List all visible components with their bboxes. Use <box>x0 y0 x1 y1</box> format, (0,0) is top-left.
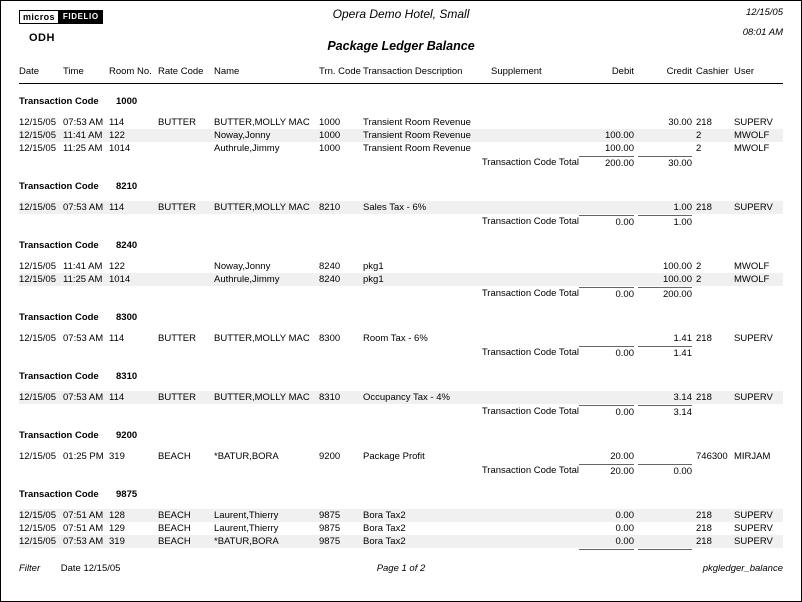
cell-supplement <box>491 535 579 548</box>
group-header <box>19 370 783 383</box>
group-code: 8300 <box>116 312 138 323</box>
cell-name: Laurent,Thierry <box>214 510 279 521</box>
cell-debit <box>579 391 634 404</box>
cell-trn-code: 1000 <box>319 130 341 141</box>
cell-cashier: 218 <box>696 510 712 521</box>
hotel-name: Opera Demo Hotel, Small <box>332 7 470 21</box>
ledger-row <box>19 391 783 404</box>
cell-trn-code: 9875 <box>319 536 341 547</box>
total-debit <box>579 549 634 562</box>
cell-credit: 1.41 <box>673 333 692 344</box>
cell-time: 07:51 AM <box>63 510 104 521</box>
cell-rate-code <box>158 273 214 286</box>
col-header-credit: Credit <box>666 66 692 77</box>
cell-room-no: 114 <box>109 117 125 128</box>
cell-rate-code <box>158 260 214 273</box>
header-right <box>743 7 783 38</box>
transaction-group <box>19 311 783 359</box>
cell-debit: 20.00 <box>610 451 634 462</box>
cell-rate-code <box>158 129 214 142</box>
cell-time: 11:41 AM <box>63 130 103 141</box>
cell-trn-code: 9875 <box>319 523 341 534</box>
col-header-trn-code: Trn. Code <box>319 66 361 77</box>
footer-filter-label: Filter <box>19 563 41 574</box>
col-header-name: Name <box>214 66 240 77</box>
cell-cashier: 218 <box>696 117 712 128</box>
cell-cashier: 218 <box>696 536 712 547</box>
cell-debit: 0.00 <box>615 523 634 534</box>
group-rows <box>19 260 783 286</box>
group-header <box>19 488 783 501</box>
cell-user: MWOLF <box>734 143 770 154</box>
cell-name: Laurent,Thierry <box>214 523 279 534</box>
total-label: Transaction Code Total <box>481 347 579 358</box>
cell-room-no: 114 <box>109 202 125 213</box>
ledger-row <box>19 509 783 522</box>
group-rows <box>19 201 783 214</box>
total-debit: 0.00 <box>579 405 634 418</box>
cell-trn-code: 8310 <box>319 392 341 403</box>
cell-rate-code: BUTTER <box>158 117 196 128</box>
cell-room-no: 129 <box>109 523 125 534</box>
cell-description: Bora Tax2 <box>363 523 406 534</box>
cell-trn-code: 1000 <box>319 117 341 128</box>
ledger-row <box>19 116 783 129</box>
cell-rate-code: BEACH <box>158 451 191 462</box>
group-header <box>19 429 783 442</box>
fidelio-logo-text: FIDELIO <box>59 10 103 24</box>
cell-supplement <box>491 129 579 142</box>
cell-cashier: 2 <box>696 261 702 272</box>
cell-description: Occupancy Tax - 4% <box>363 392 450 403</box>
group-total-row <box>19 287 783 300</box>
cell-name: BUTTER,MOLLY MAC <box>214 202 310 213</box>
group-label: Transaction Code <box>19 96 99 107</box>
cell-user: SUPERV <box>734 392 773 403</box>
transaction-group <box>19 370 783 418</box>
cell-trn-code: 1000 <box>319 143 341 154</box>
total-credit: 30.00 <box>638 156 692 169</box>
cell-credit <box>638 535 692 548</box>
cell-cashier: 2 <box>696 143 702 154</box>
cell-date: 12/15/05 <box>19 536 56 547</box>
ledger-row <box>19 201 783 214</box>
cell-name: *BATUR,BORA <box>214 451 279 462</box>
group-label: Transaction Code <box>19 181 99 192</box>
cell-debit <box>579 260 634 273</box>
cell-description: Package Profit <box>363 451 425 462</box>
transaction-group <box>19 239 783 300</box>
ledger-row <box>19 332 783 345</box>
cell-date: 12/15/05 <box>19 202 56 213</box>
cell-room-no: 319 <box>109 451 125 462</box>
ledger-row <box>19 535 783 548</box>
footer-date-label: Date 12/15/05 <box>60 563 121 574</box>
cell-time: 07:53 AM <box>63 536 104 547</box>
cell-room-no: 114 <box>109 333 125 344</box>
cell-date: 12/15/05 <box>19 117 56 128</box>
micros-logo-text: micros <box>19 10 59 24</box>
group-code: 8310 <box>116 371 138 382</box>
cell-user: SUPERV <box>734 510 773 521</box>
cell-time: 01:25 PM <box>63 451 104 462</box>
cell-time: 07:53 AM <box>63 117 104 128</box>
footer-page-number: Page 1 of 2 <box>376 563 426 574</box>
cell-date: 12/15/05 <box>19 510 56 521</box>
total-debit: 200.00 <box>579 156 634 169</box>
cell-rate-code: BUTTER <box>158 333 196 344</box>
group-header <box>19 239 783 252</box>
group-code: 9875 <box>116 489 138 500</box>
col-header-time: Time <box>63 66 84 77</box>
report-date: 12/15/05 <box>746 7 783 18</box>
cell-room-no: 319 <box>109 536 125 547</box>
total-label: Transaction Code Total <box>481 406 579 417</box>
cell-debit: 0.00 <box>615 510 634 521</box>
cell-description: pkg1 <box>363 274 384 285</box>
total-label: Transaction Code Total <box>481 157 579 168</box>
cell-debit <box>579 201 634 214</box>
cell-cashier: 746300 <box>696 451 728 462</box>
group-code: 8240 <box>116 240 138 251</box>
group-label: Transaction Code <box>19 489 99 500</box>
cell-date: 12/15/05 <box>19 143 56 154</box>
cell-name: Noway,Jonny <box>214 130 271 141</box>
group-header <box>19 311 783 324</box>
cell-description: Transient Room Revenue <box>363 130 471 141</box>
cell-credit <box>638 142 692 155</box>
cell-time: 07:53 AM <box>63 202 104 213</box>
cell-description: Room Tax - 6% <box>363 333 428 344</box>
group-rows <box>19 391 783 404</box>
cell-name: BUTTER,MOLLY MAC <box>214 333 310 344</box>
cell-trn-code: 8240 <box>319 274 341 285</box>
cell-room-no: 122 <box>109 130 125 141</box>
total-label: Transaction Code Total <box>481 465 579 476</box>
cell-supplement <box>491 509 579 522</box>
cell-rate-code: BUTTER <box>158 202 196 213</box>
report-time: 08:01 AM <box>742 27 783 38</box>
cell-rate-code: BEACH <box>158 510 191 521</box>
cell-user: SUPERV <box>734 523 773 534</box>
group-total-row <box>19 215 783 228</box>
col-header-debit: Debit <box>611 66 634 77</box>
total-label: Transaction Code Total <box>481 216 579 227</box>
report-header <box>19 7 783 59</box>
col-header-rate-code: Rate Code <box>158 66 204 77</box>
cell-date: 12/15/05 <box>19 523 56 534</box>
cell-name: BUTTER,MOLLY MAC <box>214 117 310 128</box>
cell-description: Bora Tax2 <box>363 510 406 521</box>
cell-user: SUPERV <box>734 333 773 344</box>
group-total-row <box>19 346 783 359</box>
group-total-row <box>19 405 783 418</box>
group-label: Transaction Code <box>19 312 99 323</box>
cell-debit <box>579 332 634 345</box>
cell-debit: 0.00 <box>615 536 634 547</box>
group-code: 9200 <box>116 430 138 441</box>
group-label: Transaction Code <box>19 430 99 441</box>
cell-user: MIRJAM <box>734 451 771 462</box>
cell-name: Authrule,Jimmy <box>214 274 280 285</box>
cell-supplement <box>491 260 579 273</box>
transaction-group <box>19 95 783 169</box>
transaction-group <box>19 488 783 562</box>
cell-supplement <box>491 332 579 345</box>
cell-rate-code <box>158 142 214 155</box>
cell-supplement <box>491 201 579 214</box>
cell-supplement <box>491 450 579 463</box>
cell-room-no: 122 <box>109 261 125 272</box>
cell-rate-code: BUTTER <box>158 392 196 403</box>
transaction-groups <box>19 95 783 562</box>
cell-debit <box>579 273 634 286</box>
cell-time: 07:53 AM <box>63 333 104 344</box>
cell-time: 11:25 AM <box>63 143 103 154</box>
cell-credit <box>638 129 692 142</box>
ledger-row <box>19 260 783 273</box>
report-footer <box>19 563 783 577</box>
cell-trn-code: 8300 <box>319 333 341 344</box>
total-debit: 0.00 <box>579 346 634 359</box>
cell-rate-code: BEACH <box>158 536 191 547</box>
cell-name: Authrule,Jimmy <box>214 143 280 154</box>
cell-trn-code: 8210 <box>319 202 341 213</box>
cell-date: 12/15/05 <box>19 261 56 272</box>
total-debit: 20.00 <box>579 464 634 477</box>
footer-report-file: pkgledger_balance <box>702 563 783 574</box>
cell-credit: 1.00 <box>673 202 692 213</box>
cell-cashier: 218 <box>696 202 712 213</box>
group-code: 8210 <box>116 181 138 192</box>
column-header-row <box>19 65 783 84</box>
cell-cashier: 218 <box>696 392 712 403</box>
group-rows <box>19 332 783 345</box>
cell-credit <box>638 450 692 463</box>
total-debit: 0.00 <box>579 215 634 228</box>
cell-description: Sales Tax - 6% <box>363 202 427 213</box>
cell-cashier: 218 <box>696 523 712 534</box>
transaction-group <box>19 429 783 477</box>
total-label <box>19 549 579 562</box>
cell-supplement <box>491 273 579 286</box>
group-code: 1000 <box>116 96 138 107</box>
total-credit: 3.14 <box>638 405 692 418</box>
cell-time: 07:51 AM <box>63 523 104 534</box>
footer-left <box>19 563 120 574</box>
cell-user: SUPERV <box>734 117 773 128</box>
ledger-row <box>19 142 783 155</box>
cell-date: 12/15/05 <box>19 451 56 462</box>
cell-rate-code: BEACH <box>158 523 191 534</box>
cell-time: 07:53 AM <box>63 392 104 403</box>
cell-description: Transient Room Revenue <box>363 143 471 154</box>
cell-user: MWOLF <box>734 130 770 141</box>
cell-room-no: 128 <box>109 510 125 521</box>
total-credit <box>638 549 692 562</box>
total-credit: 1.00 <box>638 215 692 228</box>
col-header-description: Transaction Description <box>363 66 463 77</box>
group-header <box>19 95 783 108</box>
cell-supplement <box>491 522 579 535</box>
cell-description: pkg1 <box>363 261 384 272</box>
total-credit: 0.00 <box>638 464 692 477</box>
group-rows <box>19 450 783 463</box>
cell-date: 12/15/05 <box>19 392 56 403</box>
ledger-row <box>19 522 783 535</box>
group-total-row <box>19 464 783 477</box>
cell-supplement <box>491 142 579 155</box>
group-header <box>19 180 783 193</box>
cell-cashier: 218 <box>696 333 712 344</box>
cell-cashier: 2 <box>696 130 702 141</box>
cell-description: Bora Tax2 <box>363 536 406 547</box>
group-total-row <box>19 156 783 169</box>
group-label: Transaction Code <box>19 371 99 382</box>
cell-room-no: 1014 <box>109 274 131 285</box>
cell-debit: 100.00 <box>604 130 634 141</box>
ledger-row <box>19 273 783 286</box>
cell-date: 12/15/05 <box>19 274 56 285</box>
total-debit: 0.00 <box>579 287 634 300</box>
cell-credit <box>638 522 692 535</box>
cell-date: 12/15/05 <box>19 333 56 344</box>
cell-supplement <box>491 116 579 129</box>
cell-name: Noway,Jonny <box>214 261 271 272</box>
group-label: Transaction Code <box>19 240 99 251</box>
property-code: ODH <box>29 32 55 44</box>
ledger-row <box>19 450 783 463</box>
cell-name: BUTTER,MOLLY MAC <box>214 392 310 403</box>
cell-debit <box>579 116 634 129</box>
cell-time: 11:41 AM <box>63 261 103 272</box>
cell-user: SUPERV <box>734 202 773 213</box>
col-header-cashier: Cashier <box>696 66 729 77</box>
cell-trn-code: 8240 <box>319 261 341 272</box>
group-total-row <box>19 549 783 562</box>
cell-debit: 100.00 <box>604 143 634 154</box>
cell-name: *BATUR,BORA <box>214 536 279 547</box>
cell-credit: 30.00 <box>668 117 692 128</box>
group-rows <box>19 509 783 548</box>
page-title: Package Ledger Balance <box>327 39 475 53</box>
group-rows <box>19 116 783 155</box>
cell-room-no: 1014 <box>109 143 131 154</box>
col-header-supplement: Supplement <box>491 66 542 77</box>
total-credit: 1.41 <box>638 346 692 359</box>
cell-user: SUPERV <box>734 536 773 547</box>
header-center <box>19 7 783 53</box>
cell-user: MWOLF <box>734 261 770 272</box>
cell-supplement <box>491 391 579 404</box>
cell-credit <box>638 509 692 522</box>
cell-time: 11:25 AM <box>63 274 103 285</box>
cell-room-no: 114 <box>109 392 125 403</box>
total-credit: 200.00 <box>638 287 692 300</box>
cell-credit: 100.00 <box>662 274 692 285</box>
cell-description: Transient Room Revenue <box>363 117 471 128</box>
cell-trn-code: 9200 <box>319 451 341 462</box>
cell-trn-code: 9875 <box>319 510 341 521</box>
cell-credit: 3.14 <box>673 392 692 403</box>
total-label: Transaction Code Total <box>481 288 579 299</box>
cell-cashier: 2 <box>696 274 702 285</box>
col-header-date: Date <box>19 66 40 77</box>
cell-user: MWOLF <box>734 274 770 285</box>
transaction-group <box>19 180 783 228</box>
cell-credit: 100.00 <box>662 261 692 272</box>
ledger-row <box>19 129 783 142</box>
col-header-user: User <box>734 66 755 77</box>
col-header-room-no: Room No. <box>109 66 152 77</box>
cell-date: 12/15/05 <box>19 130 56 141</box>
